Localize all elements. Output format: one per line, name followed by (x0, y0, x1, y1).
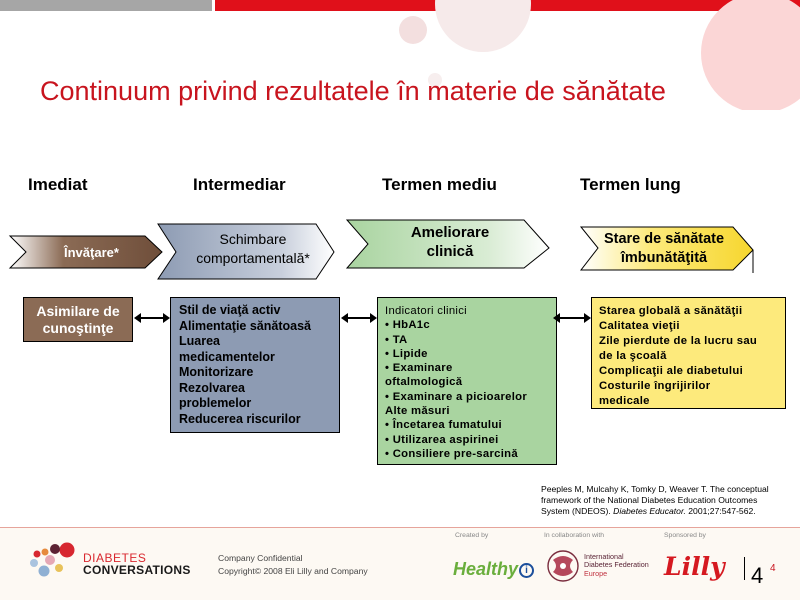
arrow-label-clinical-line2: clinică (426, 243, 474, 260)
box-knowledge-line: Asimilare de (36, 303, 120, 319)
slide-title: Continuum privind rezultatele în materie de sănătate (40, 76, 666, 106)
reference-citation (541, 484, 781, 517)
idf-europe-logo (545, 548, 581, 584)
box-behavior-line: Luarea (179, 334, 220, 348)
box-behavior-line: problemelor (179, 396, 252, 410)
box-clinical-line: • Consiliere pre-sarcină (385, 447, 518, 460)
box-health-line: de la şcoală (599, 350, 667, 362)
box-behavior-line: Stil de viaţă activ (179, 303, 281, 317)
top-bar-gray (0, 0, 212, 11)
collaboration-label: In collaboration with (544, 532, 605, 539)
double-arrow-icon (341, 313, 377, 323)
box-clinical-line: • Examinare a picioarelor (385, 390, 528, 403)
box-clinical-line: • TA (385, 333, 408, 346)
box-clinical-line: Alte măsuri (385, 405, 450, 418)
box-health-line: Calitatea vieţii (599, 320, 680, 332)
box-health-line: Complicaţii ale diabetului (599, 365, 744, 377)
box-clinical-line: • Lipide (385, 347, 428, 360)
reference-text: Peeples M, Mulcahy K, Tomky D, Weaver T. The conceptual framework of the National Diabetes Education Outcomes System (NDEOS). (541, 484, 769, 516)
box-clinical-line: • Încetarea fumatului (385, 419, 502, 432)
box-knowledge (23, 297, 133, 342)
box-behavior-line: Alimentaţie sănătoasă (179, 318, 311, 333)
arrow-label-health (588, 230, 740, 268)
double-arrow-icon (134, 313, 170, 323)
column-head-intermediate: Intermediar (193, 175, 286, 194)
box-clinical (377, 297, 557, 465)
arrow-label-behavior (178, 230, 328, 268)
arrow-label-clinical (390, 223, 510, 261)
box-behavior-line: medicamentelor (179, 349, 275, 364)
idf-line2: Diabetes Federation (584, 560, 649, 570)
arrow-label-clinical-line1: Ameliorare (410, 224, 490, 241)
box-health-line: Starea globală a sănătăţii (599, 305, 743, 317)
box-behavior (170, 297, 340, 433)
idf-line1: International (584, 552, 624, 561)
arrow-label-learning: Învăţare* (64, 245, 119, 260)
box-behavior-line: Monitorizare (179, 365, 254, 379)
column-head-medium-term: Termen mediu (382, 175, 497, 194)
reference-journal: Diabetes Educator. (613, 506, 686, 516)
double-arrow-icon (553, 313, 591, 323)
arrow-label-behavior-line2: comportamentală* (196, 250, 310, 266)
lilly-logo: Lilly (664, 552, 725, 581)
box-health-line: Costurile îngrijirilor (599, 380, 711, 392)
diabetes-conversations-logo-line2: CONVERSATIONS (83, 563, 191, 577)
healthy-logo-text: Healthy (453, 559, 519, 579)
box-knowledge-line: cunoştinţe (42, 320, 114, 336)
arrow-label-health-line2: îmbunătăţită (620, 250, 708, 266)
box-behavior-line: Rezolvarea (179, 380, 246, 395)
box-clinical-line: • HbA1c (385, 319, 430, 332)
copyright: Copyright© 2008 Eli Lilly and Company (218, 566, 368, 576)
page-number-superscript: 4 (770, 563, 776, 574)
box-behavior-line: Reducerea riscurilor (179, 411, 301, 426)
healthy-interactions-logo (453, 559, 534, 580)
box-clinical-line: Indicatori clinici (385, 305, 467, 317)
box-clinical-line: oftalmologică (385, 376, 463, 389)
sponsored-by-label: Sponsored by (664, 532, 706, 539)
idf-line3: Europe (584, 568, 608, 578)
company-confidential: Company Confidential (218, 553, 303, 563)
box-health-line: medicale (599, 395, 650, 407)
page-number: 4 (751, 563, 764, 588)
column-head-immediate: Imediat (28, 175, 88, 194)
arrow-label-behavior-line1: Schimbare (219, 231, 287, 247)
column-head-long-term: Termen lung (580, 175, 681, 194)
box-clinical-line: • Examinare (385, 362, 453, 375)
idf-logo-text (584, 553, 649, 578)
reference-volume: 2001;27:547-562. (688, 506, 756, 516)
box-health-line: Zile pierdute de la lucru sau (599, 335, 758, 347)
arrow-label-health-line1: Stare de sănătate (603, 231, 725, 247)
healthy-logo-i: i (519, 563, 534, 578)
diabetes-conversations-dots-logo (26, 541, 82, 581)
diabetes-conversations-logo-line1: DIABETES (83, 551, 147, 565)
box-clinical-line: • Utilizarea aspirinei (385, 433, 499, 446)
page-number-separator (744, 557, 745, 580)
created-by-label: Created by (455, 532, 489, 539)
box-health (591, 297, 786, 409)
